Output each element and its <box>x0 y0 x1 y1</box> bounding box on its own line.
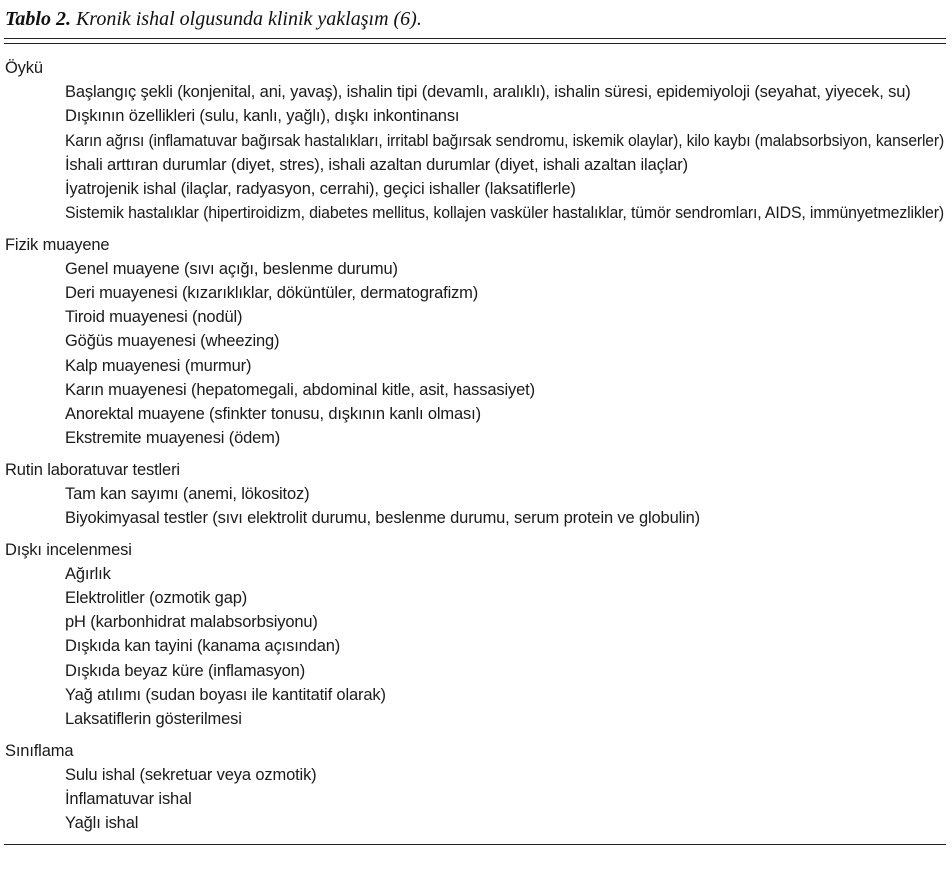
list-item: Dışkının özellikleri (sulu, kanlı, yağlı), dışkı inkontinansı <box>65 107 460 126</box>
list-item: Ağırlık <box>65 564 111 583</box>
list-item: Yağ atılımı (sudan boyası ile kantitatif olarak) <box>65 685 386 704</box>
list-item: Sistemik hastalıklar (hipertiroidizm, diabetes mellitus, kollajen vasküler hastalıklar, tümör sendromları, AIDS, immünyetmezlikler) <box>65 204 945 223</box>
list-item: Başlangıç şekli (konjenital, ani, yavaş), ishalin tipi (devamlı, aralıklı), ishalin süresi, epidemiyoloji (seyahat, yiyecek, su) <box>65 83 911 102</box>
list-item: Dışkıda kan tayini (kanama açısından) <box>65 637 341 656</box>
list-item: İyatrojenik ishal (ilaçlar, radyasyon, cerrahi), geçici ishaller (laksatiflerle) <box>65 179 576 198</box>
list-item: İnflamatuvar ishal <box>65 790 192 808</box>
section-fizik-muayene <box>5 233 945 451</box>
section-rutin-laboratuvar <box>5 458 945 531</box>
list-item: Tam kan sayımı (anemi, lökositoz) <box>65 484 310 503</box>
section-heading: Dışkı incelenmesi <box>5 540 132 559</box>
table-caption <box>5 6 422 32</box>
table-body <box>5 56 945 835</box>
section-oyku <box>5 56 945 225</box>
section-siniflama <box>5 739 945 836</box>
list-item: Biyokimyasal testler (sıvı elektrolit durumu, beslenme durumu, serum protein ve globulin) <box>65 509 701 528</box>
list-item: Dışkıda beyaz küre (inflamasyon) <box>65 661 306 680</box>
table-top-rule <box>4 38 946 39</box>
list-item: Genel muayene (sıvı açığı, beslenme durumu) <box>65 259 398 278</box>
list-item: İshali arttıran durumlar (diyet, stres), ishali azaltan durumlar (diyet, ishali azaltan ilaçlar) <box>65 155 688 174</box>
list-item: Karın ağrısı (inflamatuvar bağırsak hastalıkları, irritabl bağırsak sendromu, iskemik olaylar), kilo kaybı (malabsorbsiyon, kanserler) <box>65 131 945 150</box>
list-item: pH (karbonhidrat malabsorbsiyonu) <box>65 613 318 632</box>
section-heading: Fizik muayene <box>5 235 110 254</box>
list-item: Göğüs muayenesi (wheezing) <box>65 332 280 351</box>
list-item: Elektrolitler (ozmotik gap) <box>65 589 248 608</box>
section-heading: Rutin laboratuvar testleri <box>5 460 180 479</box>
table-top-rule-second <box>4 43 946 44</box>
table-bottom-rule <box>4 844 946 845</box>
section-diski-incelenmesi <box>5 538 945 732</box>
table-caption-label: Tablo 2. <box>5 8 71 30</box>
list-item: Ekstremite muayenesi (ödem) <box>65 429 281 448</box>
list-item: Anorektal muayene (sfinkter tonusu, dışkının kanlı olması) <box>65 405 481 424</box>
list-item: Sulu ishal (sekretuar veya ozmotik) <box>65 765 317 784</box>
section-heading: Öykü <box>5 59 43 77</box>
list-item: Deri muayenesi (kızarıklıklar, döküntüler, dermatografizm) <box>65 284 479 303</box>
list-item: Karın muayenesi (hepatomegali, abdominal kitle, asit, hassasiyet) <box>65 380 535 399</box>
list-item: Laksatiflerin gösterilmesi <box>65 710 242 729</box>
list-item: Yağlı ishal <box>65 814 139 833</box>
section-heading: Sınıflama <box>5 741 74 760</box>
list-item: Tiroid muayenesi (nodül) <box>65 308 243 327</box>
table-caption-title: Kronik ishal olgusunda klinik yaklaşım (6). <box>75 8 422 30</box>
list-item: Kalp muayenesi (murmur) <box>65 356 252 375</box>
